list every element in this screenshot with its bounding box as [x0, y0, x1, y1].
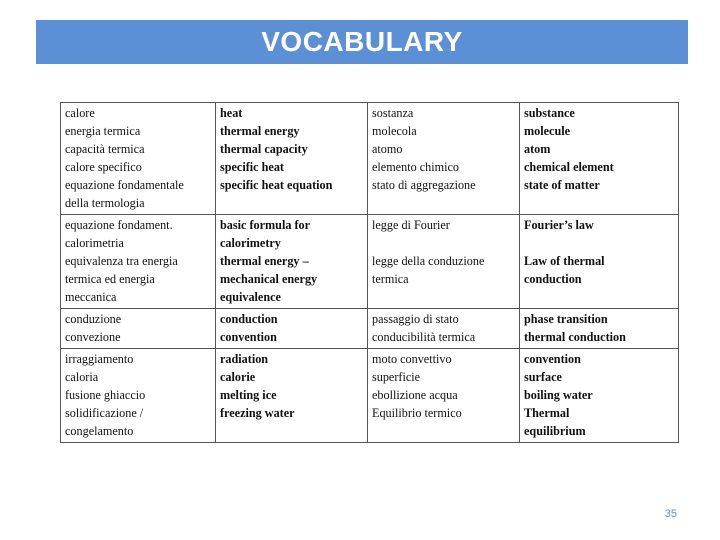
- english-term-cell: [520, 215, 679, 309]
- term-line: phase transition: [524, 312, 608, 326]
- term-line: calorimetria: [65, 236, 124, 250]
- term-line: caloria: [65, 370, 99, 384]
- term-line: substance: [524, 106, 575, 120]
- term-line: state of matter: [524, 178, 600, 192]
- term-line: basic formula for: [220, 218, 311, 232]
- english-term-cell: [216, 103, 368, 215]
- term-line: ebollizione acqua: [372, 388, 458, 402]
- italian-term-cell: [61, 215, 216, 309]
- page-number: 35: [664, 508, 677, 520]
- term-line: passaggio di stato: [372, 312, 459, 326]
- term-line: sostanza: [372, 106, 414, 120]
- term-line: surface: [524, 370, 562, 384]
- term-line: fusione ghiaccio: [65, 388, 146, 402]
- term-line: heat: [220, 106, 243, 120]
- term-line: Law of thermal: [524, 254, 605, 268]
- term-line: equivalenza tra energia: [65, 254, 178, 268]
- english-term-cell: [216, 349, 368, 443]
- term-line: legge della conduzione: [372, 254, 485, 268]
- term-line: conducibilità termica: [372, 330, 476, 344]
- term-line: specific heat equation: [220, 178, 333, 192]
- term-line: calore: [65, 106, 95, 120]
- english-term-cell: [216, 215, 368, 309]
- term-line: conduction: [524, 272, 582, 286]
- term-line: superficie: [372, 370, 421, 384]
- term-line: calorie: [220, 370, 256, 384]
- english-term-cell: [520, 349, 679, 443]
- term-line: moto convettivo: [372, 352, 452, 366]
- term-line: irraggiamento: [65, 352, 134, 366]
- term-line: specific heat: [220, 160, 284, 174]
- term-line: thermal energy: [220, 124, 300, 138]
- term-line: capacità termica: [65, 142, 145, 156]
- italian-term-cell: [61, 349, 216, 443]
- term-line: termica: [372, 272, 409, 286]
- term-line: convention: [220, 330, 277, 344]
- table-row: [61, 103, 679, 215]
- term-line: convention: [524, 352, 581, 366]
- line-spacer: [372, 234, 515, 252]
- term-line: radiation: [220, 352, 269, 366]
- italian-term-cell: [368, 349, 520, 443]
- term-line: della termologia: [65, 196, 145, 210]
- term-line: equilibrium: [524, 424, 586, 438]
- italian-term-cell: [368, 215, 520, 309]
- term-line: atomo: [372, 142, 403, 156]
- term-line: meccanica: [65, 290, 117, 304]
- english-term-cell: [520, 103, 679, 215]
- term-line: freezing water: [220, 406, 295, 420]
- table-row: [61, 215, 679, 309]
- italian-term-cell: [368, 309, 520, 349]
- term-line: solidificazione /: [65, 406, 144, 420]
- term-line: chemical element: [524, 160, 614, 174]
- term-line: calore specifico: [65, 160, 142, 174]
- term-line: molecule: [524, 124, 571, 138]
- english-term-cell: [216, 309, 368, 349]
- term-line: equazione fondamentale: [65, 178, 184, 192]
- term-line: thermal conduction: [524, 330, 626, 344]
- term-line: termica ed energia: [65, 272, 155, 286]
- term-line: conduction: [220, 312, 278, 326]
- term-line: energia termica: [65, 124, 141, 138]
- term-line: calorimetry: [220, 236, 281, 250]
- term-line: stato di aggregazione: [372, 178, 476, 192]
- term-line: thermal capacity: [220, 142, 308, 156]
- italian-term-cell: [61, 103, 216, 215]
- term-line: conduzione: [65, 312, 122, 326]
- term-line: mechanical energy: [220, 272, 318, 286]
- term-line: legge di Fourier: [372, 218, 450, 232]
- table-row: [61, 309, 679, 349]
- term-line: equazione fondament.: [65, 218, 173, 232]
- term-line: atom: [524, 142, 551, 156]
- term-line: Fourier’s law: [524, 218, 594, 232]
- term-line: congelamento: [65, 424, 134, 438]
- table-row: [61, 349, 679, 443]
- english-term-cell: [520, 309, 679, 349]
- italian-term-cell: [61, 309, 216, 349]
- term-line: convezione: [65, 330, 121, 344]
- vocabulary-table-body: [61, 103, 679, 443]
- slide-title-banner: [36, 20, 688, 64]
- term-line: molecola: [372, 124, 417, 138]
- term-line: boiling water: [524, 388, 593, 402]
- term-line: Equilibrio termico: [372, 406, 462, 420]
- term-line: elemento chimico: [372, 160, 459, 174]
- term-line: Thermal: [524, 406, 570, 420]
- term-line: melting ice: [220, 388, 277, 402]
- line-spacer: [524, 234, 674, 252]
- vocabulary-table: [60, 102, 679, 443]
- slide-title: VOCABULARY: [261, 26, 463, 57]
- term-line: thermal energy –: [220, 254, 309, 268]
- term-line: equivalence: [220, 290, 281, 304]
- italian-term-cell: [368, 103, 520, 215]
